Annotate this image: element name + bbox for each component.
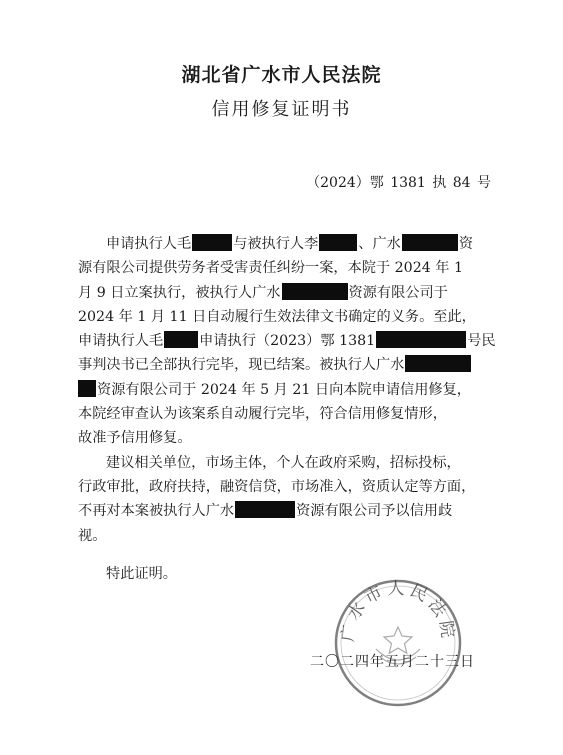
text-segment: 资源有限公司予以信用歧 [296, 503, 453, 520]
paragraph-1-line-2: 源有限公司提供劳务者受害责任纠纷一案，本院于 2024 年 1 [78, 260, 463, 277]
text-segment: 申请执行人毛 [106, 236, 192, 252]
paragraph-2-line-2: 行政审批，政府扶持，融资信贷，市场准入，资质认定等方面， [78, 478, 476, 495]
text-segment: 号民 [467, 333, 496, 350]
paragraph-2-line-1: 建议相关单位，市场主体，个人在政府采购，招标投标， [106, 454, 461, 471]
text-segment: 申请执行人毛 [78, 333, 164, 350]
closing-statement: 特此证明。 [106, 566, 177, 582]
case-number: （2024）鄂 1381 执 84 号 [306, 175, 491, 191]
paragraph-1-line-8: 本院经审查认为该案系自动履行完毕，符合信用修复情形， [78, 406, 447, 423]
text-segment: 、广水 [358, 236, 401, 252]
redaction-block [319, 234, 357, 251]
paragraph-1-line-9: 故准予信用修复。 [78, 430, 192, 447]
redaction-block [235, 501, 295, 518]
redaction-block [78, 380, 96, 397]
text-segment: 事判决书已全部执行完毕，现已结案。被执行人广水 [78, 357, 405, 374]
text-segment: 资源有限公司于 [348, 284, 448, 301]
document-title: 信用修复证明书 [211, 99, 352, 120]
court-seal [332, 577, 464, 709]
redaction-block [402, 234, 458, 251]
text-segment: 与被执行人李 [233, 236, 319, 252]
text-segment: 资 [458, 236, 474, 252]
text-segment: 申请执行（2023）鄂 1381 [199, 333, 376, 350]
redaction-block [192, 234, 232, 251]
paragraph-1-line-5 [78, 329, 498, 353]
seal-text [338, 579, 458, 643]
redaction-block [282, 283, 348, 300]
paragraph-1-line-1 [78, 232, 498, 256]
text-segment: 资源有限公司于 2024 年 5 月 21 日向本院申请信用修复， [97, 381, 471, 398]
paragraph-2-line-4: 视。 [78, 527, 107, 544]
paragraph-1-line-4: 2024 年 1 月 11 日自动履行生效法律文书确定的义务。至此， [78, 308, 476, 325]
paragraph-2-line-3 [78, 499, 498, 523]
seal-text-path: 广水市人民法院 [338, 578, 458, 644]
body-text [78, 232, 498, 548]
redaction-block [376, 331, 466, 348]
paragraph-1-line-6 [78, 353, 498, 377]
text-segment: 月 9 日立案执行，被执行人广水 [78, 284, 281, 301]
issue-date: 二〇二四年五月二十三日 [310, 654, 475, 670]
redaction-block [164, 331, 198, 348]
paragraph-1-line-3 [78, 281, 498, 305]
redaction-block [405, 355, 471, 372]
text-segment: 不再对本案被执行人广水 [78, 503, 235, 520]
court-name: 湖北省广水市人民法院 [181, 64, 382, 86]
paragraph-1-line-7 [78, 378, 498, 402]
